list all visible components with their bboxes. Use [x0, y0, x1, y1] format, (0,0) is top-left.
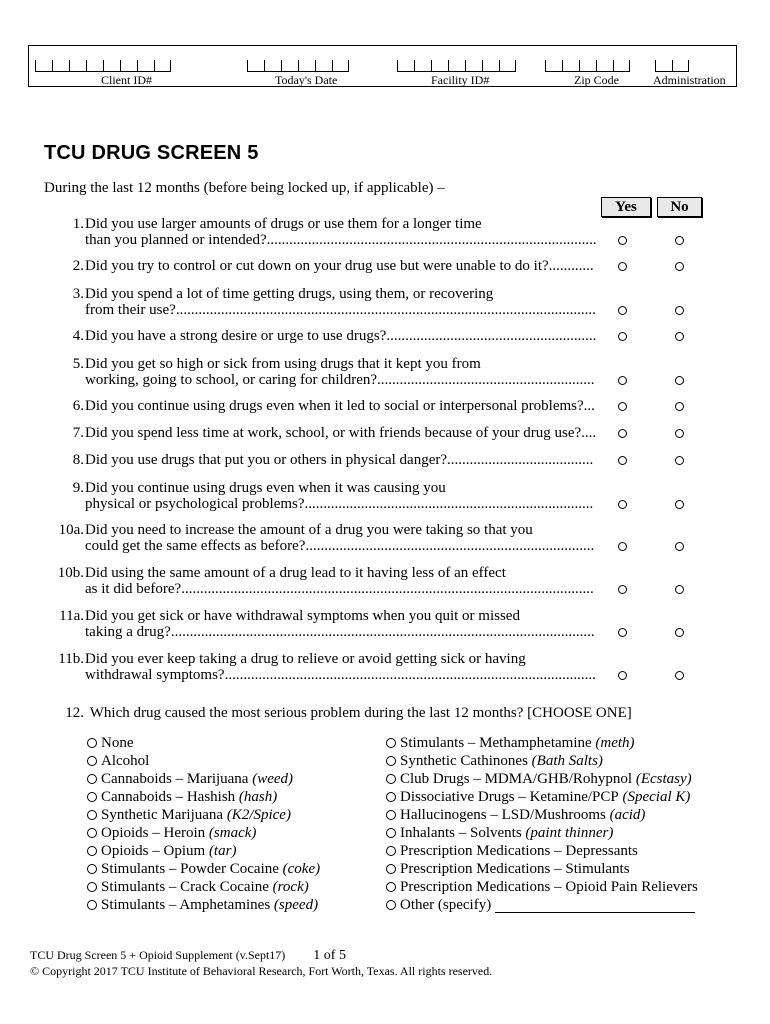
- option-label: Stimulants – Amphetamines: [101, 897, 271, 913]
- drug-option[interactable]: [386, 770, 692, 788]
- question-text: Did you spend less time at work, school, or with friends because of your drug use?: [85, 425, 582, 441]
- dot-leader: ..............................................................................................................: [181, 581, 594, 597]
- no-column-header: No: [657, 197, 702, 217]
- question-number: 6.: [72, 398, 84, 414]
- question-number: 7.: [72, 425, 84, 441]
- id-field-label: Client ID#: [101, 73, 152, 87]
- question-text: Did you need to increase the amount of a drug you were taking so that you: [85, 522, 533, 538]
- option-radio[interactable]: [386, 900, 396, 910]
- question-text: Did you use drugs that put you or others in physical danger?: [85, 452, 448, 468]
- question-number: 10b.: [57, 565, 84, 581]
- drug-option[interactable]: [386, 842, 638, 860]
- option-nickname: (paint thinner): [525, 825, 614, 841]
- option-radio[interactable]: [386, 882, 396, 892]
- question-number: 10a.: [58, 522, 84, 538]
- option-nickname: (K2/Spice): [226, 807, 291, 823]
- question-text: Did you use larger amounts of drugs or use them for a longer time: [85, 216, 482, 232]
- id-digit-cell[interactable]: [482, 60, 499, 72]
- id-digit-cell[interactable]: [431, 60, 448, 72]
- radio-no-q11a[interactable]: [675, 628, 684, 637]
- id-digit-cell[interactable]: [397, 60, 414, 72]
- id-digit-cell[interactable]: [35, 60, 52, 72]
- radio-no-q7[interactable]: [675, 429, 684, 438]
- option-nickname: (Ecstasy): [635, 771, 692, 787]
- radio-no-q10a[interactable]: [675, 542, 684, 551]
- option-nickname: (acid): [609, 807, 646, 823]
- question-5: [44, 356, 744, 388]
- question-11a: [44, 608, 744, 640]
- option-label: Cannaboids – Marijuana: [101, 771, 249, 787]
- radio-no-q9[interactable]: [675, 500, 684, 509]
- id-digit-cell[interactable]: [281, 60, 298, 72]
- id-digit-cell[interactable]: [414, 60, 431, 72]
- drug-option[interactable]: [386, 824, 613, 842]
- option-label: Alcohol: [101, 753, 150, 769]
- option-radio[interactable]: [87, 864, 97, 874]
- option-radio[interactable]: [386, 864, 396, 874]
- radio-no-q4[interactable]: [675, 332, 684, 341]
- question-number: 2.: [72, 258, 84, 274]
- option-radio[interactable]: [87, 828, 97, 838]
- radio-yes-q11b[interactable]: [618, 671, 627, 680]
- radio-yes-q4[interactable]: [618, 332, 627, 341]
- option-nickname: (tar): [208, 843, 237, 859]
- dot-leader: .............................................................................: [305, 538, 595, 554]
- option-label: Inhalants – Solvents: [400, 825, 522, 841]
- question-text: working, going to school, or caring for children?: [85, 372, 378, 388]
- id-digit-cell[interactable]: [448, 60, 465, 72]
- radio-yes-q8[interactable]: [618, 456, 627, 465]
- id-field-5-cells[interactable]: [655, 60, 689, 72]
- question-1: [44, 216, 744, 248]
- option-label: Hallucinogens – LSD/Mushrooms: [400, 807, 606, 823]
- option-nickname: (Special K): [622, 789, 691, 805]
- id-digit-cell[interactable]: [562, 60, 579, 72]
- id-digit-cell[interactable]: [672, 60, 689, 72]
- option-radio[interactable]: [386, 810, 396, 820]
- option-nickname: (meth): [595, 735, 635, 751]
- question-text: taking a drug?: [85, 624, 171, 640]
- option-radio[interactable]: [386, 756, 396, 766]
- radio-no-q2[interactable]: [675, 262, 684, 271]
- option-label: Opioids – Heroin: [101, 825, 206, 841]
- question-text: Did you ever keep taking a drug to relieve or avoid getting sick or having: [85, 651, 526, 667]
- id-field-label: Facility ID#: [431, 73, 490, 87]
- id-digit-cell[interactable]: [52, 60, 69, 72]
- dot-leader: ................................................................................................................: [175, 302, 596, 318]
- question-10b: [44, 565, 744, 597]
- drug-option[interactable]: [87, 788, 277, 806]
- dot-leader: ...................................................................................................: [224, 667, 596, 683]
- option-radio[interactable]: [386, 774, 396, 784]
- id-digit-cell[interactable]: [315, 60, 332, 72]
- drug-option[interactable]: [87, 860, 320, 878]
- radio-yes-q2[interactable]: [618, 262, 627, 271]
- option-label: Club Drugs – MDMA/GHB/Rohypnol: [400, 771, 633, 787]
- id-field-label: Today's Date: [275, 73, 338, 87]
- id-digit-cell[interactable]: [69, 60, 86, 72]
- question-number: 5.: [72, 356, 84, 372]
- option-label: Stimulants – Crack Cocaine: [101, 879, 269, 895]
- question-text: Did you spend a lot of time getting drugs, using them, or recovering: [85, 286, 494, 302]
- drug-option[interactable]: [87, 806, 291, 824]
- drug-option[interactable]: [87, 896, 318, 914]
- radio-no-q5[interactable]: [675, 376, 684, 385]
- question-11b: [44, 651, 744, 683]
- id-digit-cell[interactable]: [154, 60, 171, 72]
- question-text: withdrawal symptoms?: [85, 667, 225, 683]
- drug-option[interactable]: [87, 770, 293, 788]
- option-radio[interactable]: [87, 810, 97, 820]
- option-radio[interactable]: [87, 774, 97, 784]
- drug-option[interactable]: [386, 878, 698, 896]
- id-digit-cell[interactable]: [332, 60, 349, 72]
- radio-no-q10b[interactable]: [675, 585, 684, 594]
- option-label: Stimulants – Powder Cocaine: [101, 861, 279, 877]
- radio-yes-q1[interactable]: [618, 236, 627, 245]
- question-text: Did you get sick or have withdrawal symptoms when you quit or missed: [85, 608, 520, 624]
- form-title: TCU DRUG SCREEN 5: [44, 142, 259, 164]
- page-number: 1 of 5: [313, 948, 346, 963]
- drug-option[interactable]: [87, 878, 309, 896]
- option-radio[interactable]: [386, 846, 396, 856]
- question-number: 11b.: [58, 651, 84, 667]
- question-text: could get the same effects as before?: [85, 538, 306, 554]
- option-label: Prescription Medications – Opioid Pain Relievers: [400, 879, 698, 895]
- id-digit-cell[interactable]: [247, 60, 264, 72]
- id-digit-cell[interactable]: [298, 60, 315, 72]
- dot-leader: ........................................................: [386, 328, 597, 344]
- radio-no-q1[interactable]: [675, 236, 684, 245]
- id-fields-box: [28, 45, 737, 87]
- question-text: Which drug caused the most serious problem during the last 12 months? [CHOOSE ONE]: [89, 705, 632, 721]
- id-field-2-cells[interactable]: [247, 60, 349, 72]
- option-radio[interactable]: [87, 882, 97, 892]
- drug-option[interactable]: [386, 752, 603, 770]
- drug-option[interactable]: [87, 734, 134, 752]
- drug-option[interactable]: [386, 806, 645, 824]
- radio-yes-q5[interactable]: [618, 376, 627, 385]
- option-nickname: (hash): [238, 789, 278, 805]
- dot-leader: .................................................................................................................: [170, 624, 595, 640]
- footer-copyright: © Copyright 2017 TCU Institute of Behavioral Research, Fort Worth, Texas. All rights reserved.: [30, 964, 493, 978]
- drug-option[interactable]: [87, 824, 256, 842]
- option-radio[interactable]: [386, 738, 396, 748]
- option-label: Dissociative Drugs – Ketamine/PCP: [400, 789, 619, 805]
- option-label: Stimulants – Methamphetamine: [400, 735, 592, 751]
- id-digit-cell[interactable]: [579, 60, 596, 72]
- footer-version-line: [30, 948, 346, 964]
- drug-option[interactable]: [386, 734, 635, 752]
- id-field-label: Administration: [653, 73, 726, 87]
- dot-leader: ........................................................................................: [266, 232, 597, 248]
- option-label: Opioids – Opium: [101, 843, 206, 859]
- option-label: Synthetic Cathinones: [400, 753, 528, 769]
- question-8: [44, 452, 744, 468]
- question-12: [44, 705, 632, 722]
- dot-leader: ............: [548, 258, 594, 274]
- drug-option[interactable]: [87, 842, 236, 860]
- dot-leader: ....: [581, 425, 597, 441]
- question-4: [44, 328, 744, 344]
- option-nickname: (speed): [273, 897, 319, 913]
- question-number: 12.: [65, 705, 84, 721]
- question-9: [44, 480, 744, 512]
- drug-option[interactable]: [386, 788, 690, 806]
- id-digit-cell[interactable]: [545, 60, 562, 72]
- dot-leader: .............................................................................: [304, 496, 594, 512]
- id-digit-cell[interactable]: [465, 60, 482, 72]
- question-3: [44, 286, 744, 318]
- question-text: as it did before?: [85, 581, 182, 597]
- dot-leader: .......................................: [447, 452, 594, 468]
- id-digit-cell[interactable]: [86, 60, 103, 72]
- radio-yes-q9[interactable]: [618, 500, 627, 509]
- radio-no-q11b[interactable]: [675, 671, 684, 680]
- option-radio[interactable]: [386, 792, 396, 802]
- question-text: Did you try to control or cut down on your drug use but were unable to do it?: [85, 258, 549, 274]
- question-text: from their use?: [85, 302, 176, 318]
- option-radio[interactable]: [386, 828, 396, 838]
- option-label: Other (specify): [400, 897, 492, 913]
- option-nickname: (smack): [208, 825, 257, 841]
- question-number: 4.: [72, 328, 84, 344]
- radio-yes-q3[interactable]: [618, 306, 627, 315]
- option-nickname: (Bath Salts): [531, 753, 603, 769]
- dot-leader: ..........................................................: [377, 372, 595, 388]
- question-number: 9.: [72, 480, 84, 496]
- radio-yes-q7[interactable]: [618, 429, 627, 438]
- id-digit-cell[interactable]: [499, 60, 516, 72]
- option-label: Cannaboids – Hashish: [101, 789, 236, 805]
- radio-yes-q10a[interactable]: [618, 542, 627, 551]
- question-text: Did you get so high or sick from using drugs that it kept you from: [85, 356, 481, 372]
- option-nickname: (rock): [272, 879, 309, 895]
- option-radio[interactable]: [87, 792, 97, 802]
- question-number: 8.: [72, 452, 84, 468]
- option-radio[interactable]: [87, 738, 97, 748]
- question-text: Did you have a strong desire or urge to use drugs?: [85, 328, 387, 344]
- intro-text: During the last 12 months (before being locked up, if applicable) –: [44, 180, 445, 196]
- question-text: Did using the same amount of a drug lead to it having less of an effect: [85, 565, 506, 581]
- option-nickname: (weed): [252, 771, 294, 787]
- option-label: None: [101, 735, 134, 751]
- id-digit-cell[interactable]: [120, 60, 137, 72]
- id-digit-cell[interactable]: [264, 60, 281, 72]
- footer-version: TCU Drug Screen 5 + Opioid Supplement (v.Sept17): [30, 948, 286, 962]
- id-digit-cell[interactable]: [596, 60, 613, 72]
- id-field-label: Zip Code: [574, 73, 619, 87]
- drug-option[interactable]: [386, 860, 630, 878]
- option-radio[interactable]: [87, 900, 97, 910]
- specify-other-field[interactable]: [495, 898, 695, 913]
- radio-no-q8[interactable]: [675, 456, 684, 465]
- option-label: Prescription Medications – Stimulants: [400, 861, 630, 877]
- option-label: Synthetic Marijuana: [101, 807, 224, 823]
- radio-no-q3[interactable]: [675, 306, 684, 315]
- radio-yes-q10b[interactable]: [618, 585, 627, 594]
- option-label: Prescription Medications – Depressants: [400, 843, 638, 859]
- yes-column-header: Yes: [601, 197, 651, 217]
- id-field-1-cells[interactable]: [35, 60, 171, 72]
- question-6: [44, 398, 744, 414]
- drug-option[interactable]: [87, 752, 149, 770]
- id-field-4-cells[interactable]: [545, 60, 630, 72]
- question-number: 11a.: [59, 608, 84, 624]
- option-radio[interactable]: [87, 756, 97, 766]
- question-text: than you planned or intended?: [85, 232, 267, 248]
- question-text: Did you continue using drugs even when it was causing you: [85, 480, 446, 496]
- question-text: physical or psychological problems?: [85, 496, 305, 512]
- radio-yes-q6[interactable]: [618, 402, 627, 411]
- question-number: 1.: [72, 216, 84, 232]
- option-nickname: (coke): [282, 861, 321, 877]
- radio-no-q6[interactable]: [675, 402, 684, 411]
- drug-option[interactable]: [386, 896, 695, 914]
- question-7: [44, 425, 744, 441]
- question-text: Did you continue using drugs even when it led to social or interpersonal problems?: [85, 398, 584, 414]
- id-field-3-cells[interactable]: [397, 60, 516, 72]
- id-digit-cell[interactable]: [613, 60, 630, 72]
- dot-leader: ...: [583, 398, 595, 414]
- id-digit-cell[interactable]: [137, 60, 154, 72]
- question-2: [44, 258, 744, 274]
- id-digit-cell[interactable]: [655, 60, 672, 72]
- question-number: 3.: [72, 286, 84, 302]
- id-digit-cell[interactable]: [103, 60, 120, 72]
- radio-yes-q11a[interactable]: [618, 628, 627, 637]
- option-radio[interactable]: [87, 846, 97, 856]
- question-10a: [44, 522, 744, 554]
